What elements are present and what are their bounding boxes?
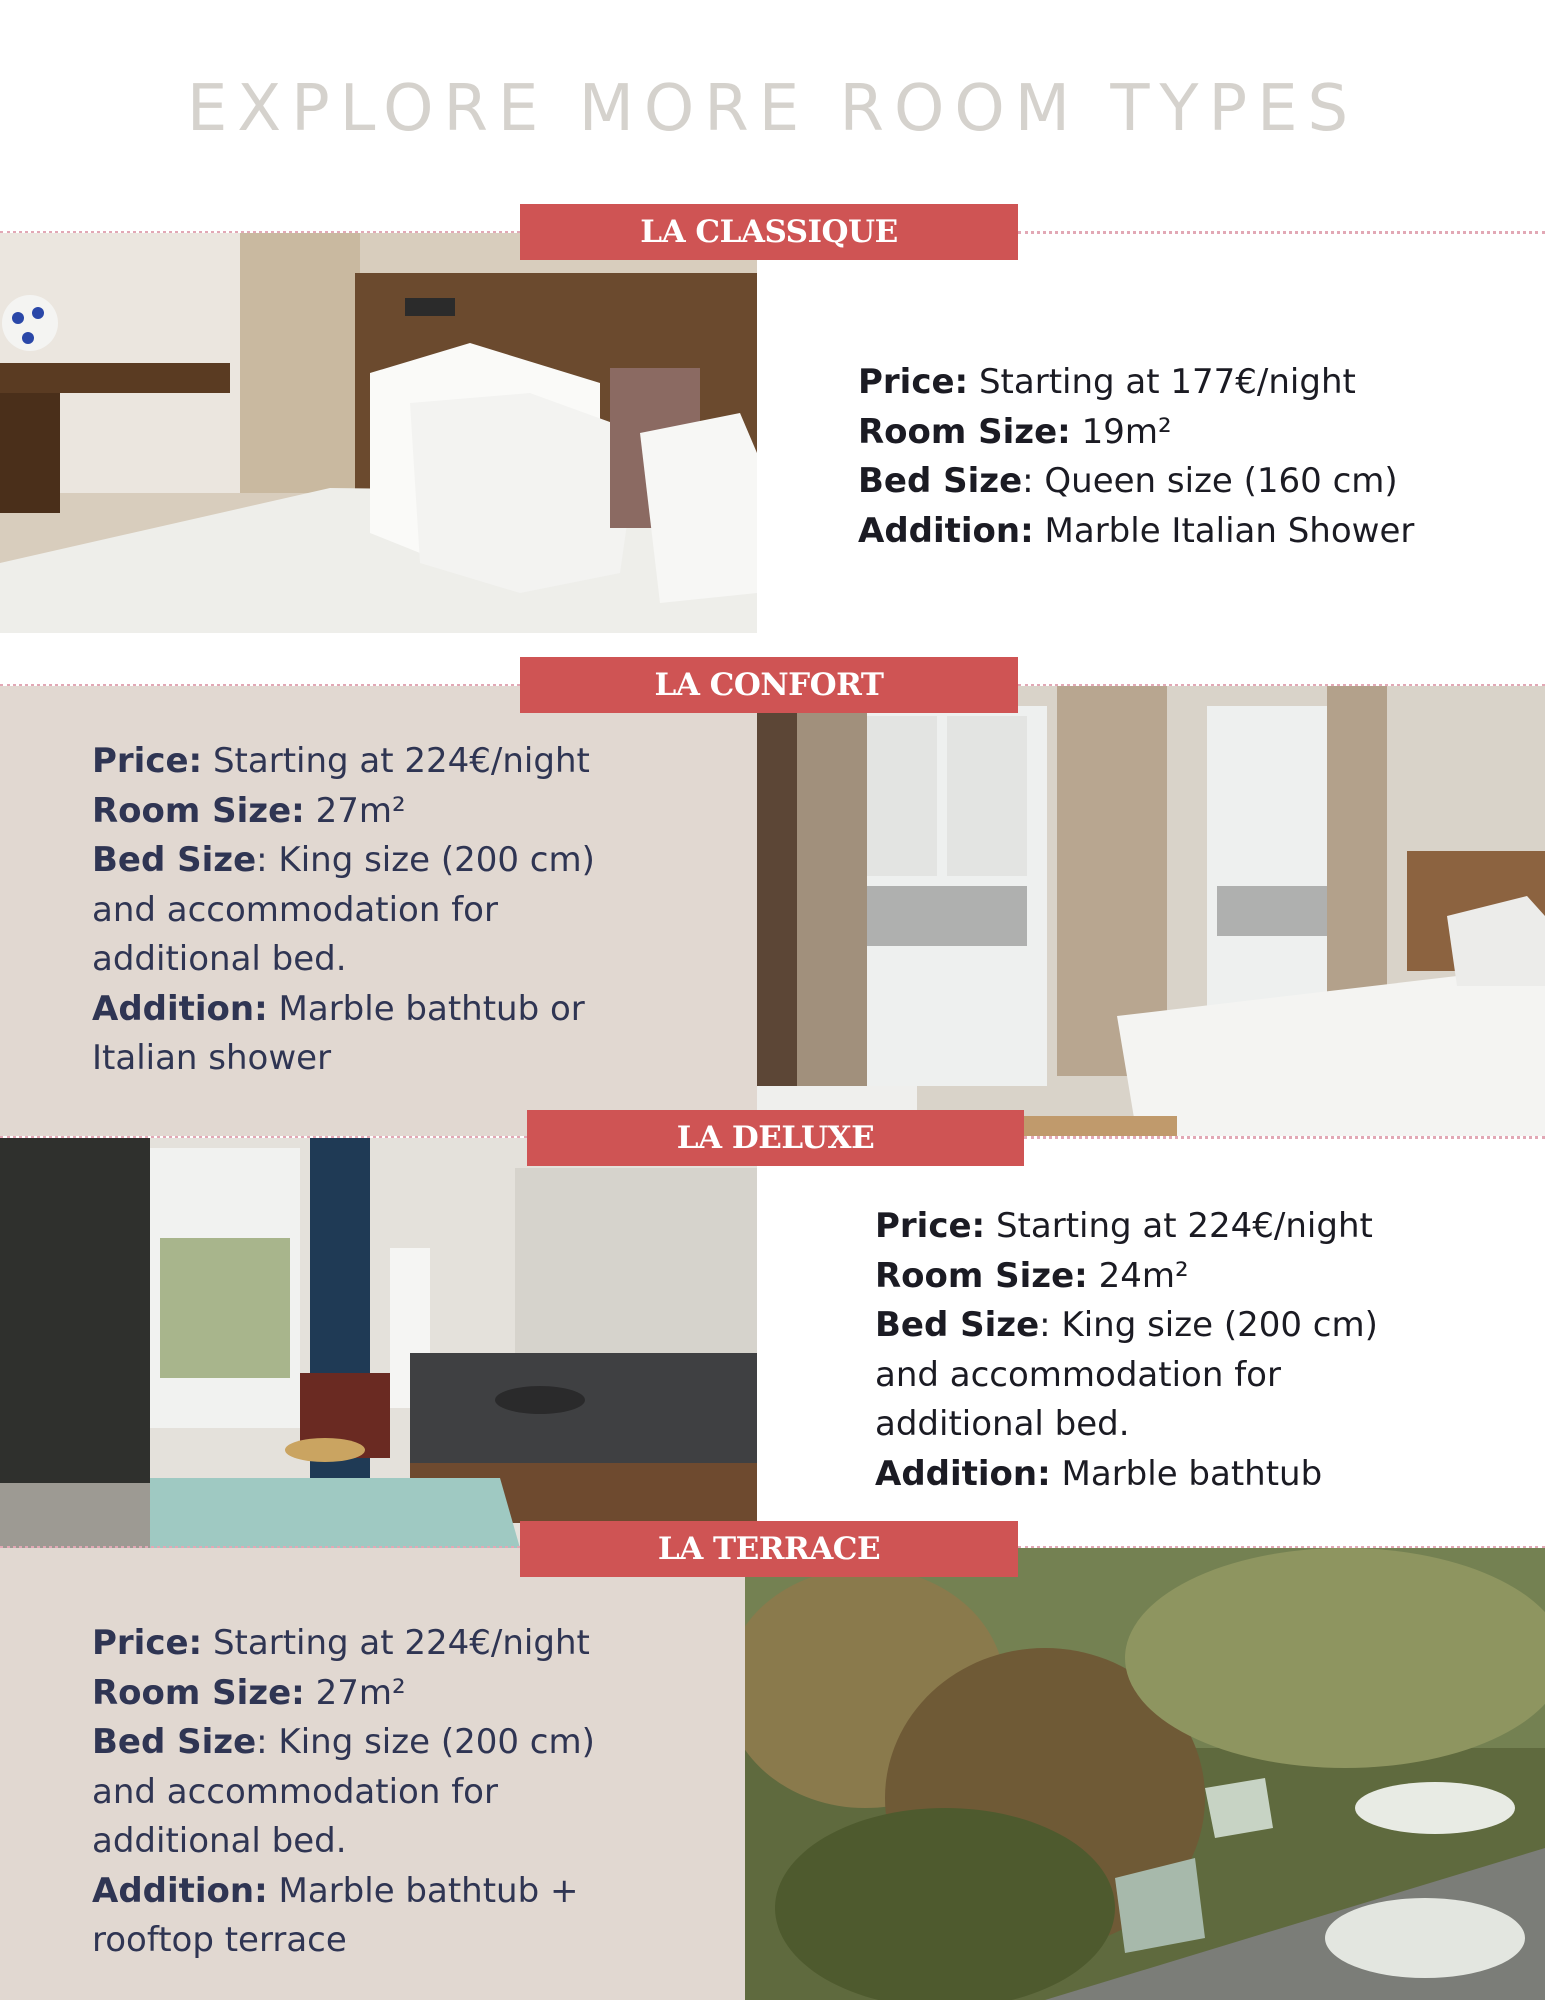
room-details-classique — [858, 358, 1414, 556]
room-banner-classique: LA CLASSIQUE — [520, 204, 1018, 260]
price-value: Starting at 224€/night — [212, 741, 590, 781]
addition-value: Marble bathtub or — [278, 988, 585, 1029]
bed-size-line: and accommodation for — [92, 1771, 498, 1812]
bed-size-label: Bed Size — [858, 461, 1023, 501]
price-label: Price: — [875, 1206, 986, 1246]
price-label: Price: — [858, 362, 969, 402]
room-photo-deluxe — [0, 1138, 757, 1548]
bed-size-line: and accommodation for — [875, 1354, 1281, 1395]
addition-value: Marble Italian Shower — [1044, 510, 1415, 551]
room-photo-classique — [0, 233, 757, 633]
bed-size-value: : King size (200 cm) — [256, 840, 595, 880]
page-title: EXPLORE MORE ROOM TYPES — [186, 72, 1359, 146]
addition-label: Addition: — [92, 988, 268, 1029]
bed-size-value: : King size (200 cm) — [1039, 1305, 1378, 1345]
room-size-label: Room Size: — [858, 411, 1071, 452]
bed-size-value: : Queen size (160 cm) — [1022, 461, 1398, 501]
bed-size-label: Bed Size — [92, 840, 257, 880]
room-photo-terrace — [745, 1548, 1545, 2000]
addition-value: Marble bathtub — [1061, 1453, 1323, 1494]
addition-value: Marble bathtub + — [278, 1870, 579, 1911]
dotted-divider — [1018, 231, 1545, 234]
addition-line: Italian shower — [92, 1038, 332, 1078]
room-details-confort — [92, 737, 595, 1084]
room-size-value: 27m² — [315, 1672, 406, 1713]
room-size-value: 19m² — [1081, 411, 1172, 452]
price-value: Starting at 224€/night — [212, 1623, 590, 1663]
price-value: Starting at 177€/night — [978, 362, 1356, 402]
room-banner-deluxe: LA DELUXE — [527, 1110, 1024, 1166]
addition-label: Addition: — [875, 1453, 1051, 1494]
price-value: Starting at 224€/night — [995, 1206, 1373, 1246]
room-banner-confort: LA CONFORT — [520, 657, 1018, 713]
addition-label: Addition: — [858, 510, 1034, 551]
room-size-label: Room Size: — [92, 790, 305, 831]
addition-line: rooftop terrace — [92, 1920, 347, 1960]
bed-size-line: additional bed. — [875, 1404, 1130, 1444]
room-size-value: 27m² — [315, 790, 406, 831]
room-size-label: Room Size: — [875, 1255, 1088, 1296]
room-details-deluxe — [875, 1202, 1378, 1499]
bed-size-label: Bed Size — [875, 1305, 1040, 1345]
addition-label: Addition: — [92, 1870, 268, 1911]
bed-size-line: additional bed. — [92, 939, 347, 979]
room-size-value: 24m² — [1098, 1255, 1189, 1296]
price-label: Price: — [92, 1623, 203, 1663]
room-details-terrace — [92, 1619, 595, 1966]
bed-size-line: additional bed. — [92, 1821, 347, 1861]
bed-size-line: and accommodation for — [92, 889, 498, 930]
bed-size-label: Bed Size — [92, 1722, 257, 1762]
room-banner-terrace: LA TERRACE — [520, 1521, 1018, 1577]
room-photo-confort — [757, 686, 1545, 1136]
room-size-label: Room Size: — [92, 1672, 305, 1713]
bed-size-value: : King size (200 cm) — [256, 1722, 595, 1762]
dotted-divider — [1024, 1136, 1545, 1139]
price-label: Price: — [92, 741, 203, 781]
